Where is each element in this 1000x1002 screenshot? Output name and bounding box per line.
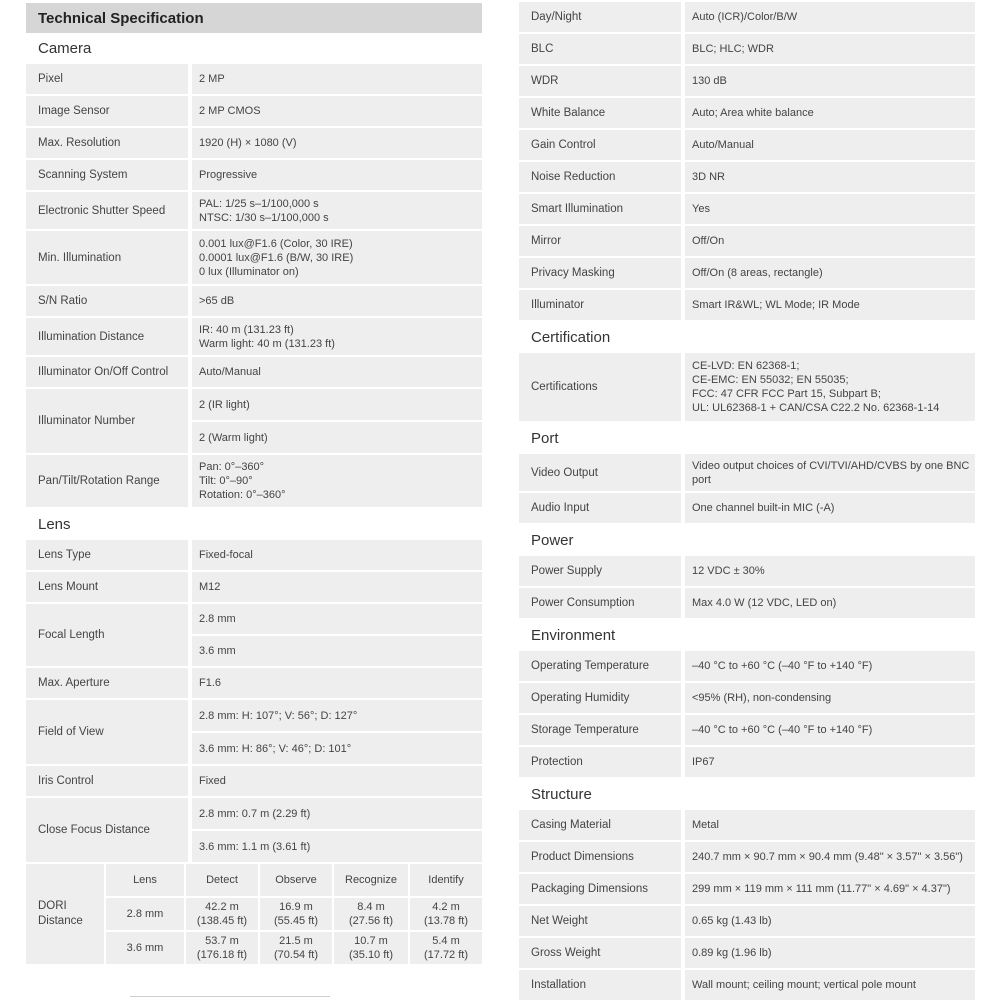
spec-value-cell bbox=[685, 683, 975, 713]
right-spec-sections bbox=[519, 2, 975, 1000]
spec-label: Pan/Tilt/Rotation Range bbox=[26, 455, 188, 507]
spec-row-max-resolution bbox=[26, 128, 482, 158]
dori-header-lens: Lens bbox=[106, 864, 184, 896]
spec-value: M12 bbox=[192, 572, 482, 602]
spec-row-mirror bbox=[519, 226, 975, 256]
spec-row-power-consumption bbox=[519, 588, 975, 618]
spec-label: Protection bbox=[519, 747, 681, 777]
spec-value: 2.8 mm bbox=[192, 604, 482, 634]
spec-value-cell bbox=[685, 290, 975, 320]
spec-row-pan-tilt-rotation-range bbox=[26, 455, 482, 507]
spec-value: 3.6 mm bbox=[192, 636, 482, 666]
spec-value: Fixed bbox=[192, 766, 482, 796]
spec-label: Audio Input bbox=[519, 493, 681, 523]
spec-value: 12 VDC ± 30% bbox=[685, 556, 975, 586]
spec-value-cell bbox=[192, 798, 482, 862]
spec-row-scanning-system bbox=[26, 160, 482, 190]
spec-value-cell bbox=[685, 258, 975, 288]
spec-value-cell bbox=[685, 98, 975, 128]
spec-value: CE-LVD: EN 62368-1; CE-EMC: EN 55032; EN 55035; FCC: 47 CFR FCC Part 15, Subpart B; UL: UL62368-1 + CAN/CSA C22.2 No. 62368-1-14 bbox=[685, 353, 975, 421]
spec-value: One channel built-in MIC (-A) bbox=[685, 493, 975, 523]
spec-label: Operating Temperature bbox=[519, 651, 681, 681]
spec-row-day-night bbox=[519, 2, 975, 32]
spec-row-operating-humidity bbox=[519, 683, 975, 713]
spec-row-illuminator-number bbox=[26, 389, 482, 453]
spec-value-cell bbox=[685, 162, 975, 192]
spec-label: S/N Ratio bbox=[26, 286, 188, 316]
right-column bbox=[519, 0, 975, 1002]
spec-row-image-sensor bbox=[26, 96, 482, 126]
spec-value: Pan: 0°–360° Tilt: 0°–90° Rotation: 0°–360° bbox=[192, 455, 482, 507]
section-heading-camera: Camera bbox=[26, 33, 482, 64]
spec-label: Lens Mount bbox=[26, 572, 188, 602]
spec-label: Focal Length bbox=[26, 604, 188, 666]
spec-value-cell bbox=[192, 357, 482, 387]
spec-value: IR: 40 m (131.23 ft) Warm light: 40 m (131.23 ft) bbox=[192, 318, 482, 355]
spec-value: 130 dB bbox=[685, 66, 975, 96]
spec-value: Off/On bbox=[685, 226, 975, 256]
spec-row-iris-control bbox=[26, 766, 482, 796]
spec-row-focal-length bbox=[26, 604, 482, 666]
spec-label: Video Output bbox=[519, 454, 681, 491]
spec-label: Scanning System bbox=[26, 160, 188, 190]
spec-value-cell bbox=[685, 226, 975, 256]
spec-label: Illuminator bbox=[519, 290, 681, 320]
spec-row-packaging-dimensions bbox=[519, 874, 975, 904]
spec-value-cell bbox=[685, 810, 975, 840]
spec-label: Smart Illumination bbox=[519, 194, 681, 224]
spec-value: PAL: 1/25 s–1/100,000 s NTSC: 1/30 s–1/100,000 s bbox=[192, 192, 482, 229]
spec-value-cell bbox=[685, 493, 975, 523]
spec-value-cell bbox=[685, 970, 975, 1000]
spec-value-cell bbox=[192, 540, 482, 570]
spec-row-audio-input bbox=[519, 493, 975, 523]
spec-value: <95% (RH), non-condensing bbox=[685, 683, 975, 713]
spec-label: Field of View bbox=[26, 700, 188, 764]
spec-label: Min. Illumination bbox=[26, 231, 188, 284]
spec-label: Electronic Shutter Speed bbox=[26, 192, 188, 229]
spec-value-cell bbox=[192, 604, 482, 666]
spec-value-cell bbox=[685, 556, 975, 586]
spec-row-noise-reduction bbox=[519, 162, 975, 192]
dori-lens-cell: 2.8 mm bbox=[106, 898, 184, 930]
spec-value-cell bbox=[192, 231, 482, 284]
section-heading-lens: Lens bbox=[26, 509, 482, 540]
left-spec-sections bbox=[26, 33, 482, 862]
spec-label: Privacy Masking bbox=[519, 258, 681, 288]
spec-row-lens-type bbox=[26, 540, 482, 570]
spec-label: Max. Aperture bbox=[26, 668, 188, 698]
spec-value: Auto/Manual bbox=[192, 357, 482, 387]
spec-value-cell bbox=[685, 353, 975, 421]
spec-value: IP67 bbox=[685, 747, 975, 777]
spec-label: Illuminator Number bbox=[26, 389, 188, 453]
spec-label: WDR bbox=[519, 66, 681, 96]
spec-label: Product Dimensions bbox=[519, 842, 681, 872]
spec-value: Max 4.0 W (12 VDC, LED on) bbox=[685, 588, 975, 618]
spec-value: Auto/Manual bbox=[685, 130, 975, 160]
dori-value-cell: 21.5 m (70.54 ft) bbox=[260, 932, 332, 964]
spec-value: –40 °C to +60 °C (–40 °F to +140 °F) bbox=[685, 715, 975, 745]
spec-value: 3.6 mm: H: 86°; V: 46°; D: 101° bbox=[192, 733, 482, 764]
spec-value-cell bbox=[685, 938, 975, 968]
spec-value: Off/On (8 areas, rectangle) bbox=[685, 258, 975, 288]
spec-value-cell bbox=[685, 34, 975, 64]
spec-value-cell bbox=[685, 66, 975, 96]
spec-value-cell bbox=[685, 2, 975, 32]
spec-value: 1920 (H) × 1080 (V) bbox=[192, 128, 482, 158]
spec-value-cell bbox=[685, 651, 975, 681]
spec-value-cell bbox=[192, 668, 482, 698]
spec-value-cell bbox=[192, 128, 482, 158]
spec-label: Storage Temperature bbox=[519, 715, 681, 745]
spec-value-cell bbox=[192, 64, 482, 94]
spec-row-max-aperture bbox=[26, 668, 482, 698]
spec-row-field-of-view bbox=[26, 700, 482, 764]
dori-value-cell: 10.7 m (35.10 ft) bbox=[334, 932, 408, 964]
spec-value: 0.001 lux@F1.6 (Color, 30 IRE) 0.0001 lux@F1.6 (B/W, 30 IRE) 0 lux (Illuminator on) bbox=[192, 231, 482, 284]
spec-row-smart-illumination bbox=[519, 194, 975, 224]
section-heading-port: Port bbox=[519, 423, 975, 454]
dori-value-cell: 53.7 m (176.18 ft) bbox=[186, 932, 258, 964]
spec-value-cell bbox=[685, 588, 975, 618]
spec-value: Auto (ICR)/Color/B/W bbox=[685, 2, 975, 32]
spec-row-certifications bbox=[519, 353, 975, 421]
spec-row-operating-temperature bbox=[519, 651, 975, 681]
spec-label: Day/Night bbox=[519, 2, 681, 32]
spec-value: F1.6 bbox=[192, 668, 482, 698]
spec-value-cell bbox=[192, 700, 482, 764]
spec-value-cell bbox=[685, 906, 975, 936]
spec-row-video-output bbox=[519, 454, 975, 491]
spec-label: Pixel bbox=[26, 64, 188, 94]
spec-value: 2 MP CMOS bbox=[192, 96, 482, 126]
spec-label: Net Weight bbox=[519, 906, 681, 936]
spec-value-cell bbox=[192, 318, 482, 355]
spec-value-cell bbox=[192, 389, 482, 453]
spec-value-cell bbox=[192, 766, 482, 796]
spec-value: >65 dB bbox=[192, 286, 482, 316]
spec-row-gain-control bbox=[519, 130, 975, 160]
dori-lens-cell: 3.6 mm bbox=[106, 932, 184, 964]
dori-value-cell: 4.2 m (13.78 ft) bbox=[410, 898, 482, 930]
dori-label: DORI Distance bbox=[26, 864, 104, 964]
spec-row-illuminator-on-off-control bbox=[26, 357, 482, 387]
spec-value: 2.8 mm: 0.7 m (2.29 ft) bbox=[192, 798, 482, 829]
spec-value-cell bbox=[685, 454, 975, 491]
spec-row-pixel bbox=[26, 64, 482, 94]
spec-row-product-dimensions bbox=[519, 842, 975, 872]
spec-value-cell bbox=[685, 194, 975, 224]
spec-label: Casing Material bbox=[519, 810, 681, 840]
spec-value: Fixed-focal bbox=[192, 540, 482, 570]
spec-value-cell bbox=[192, 96, 482, 126]
footer-divider bbox=[130, 996, 330, 997]
spec-label: Certifications bbox=[519, 353, 681, 421]
spec-row-net-weight bbox=[519, 906, 975, 936]
spec-value: Video output choices of CVI/TVI/AHD/CVBS by one BNC port bbox=[685, 454, 975, 491]
spec-row-illumination-distance bbox=[26, 318, 482, 355]
page-title: Technical Specification bbox=[26, 3, 482, 33]
spec-value: 2 (Warm light) bbox=[192, 422, 482, 453]
spec-label: Power Consumption bbox=[519, 588, 681, 618]
spec-value: BLC; HLC; WDR bbox=[685, 34, 975, 64]
spec-value: Wall mount; ceiling mount; vertical pole mount bbox=[685, 970, 975, 1000]
spec-label: Image Sensor bbox=[26, 96, 188, 126]
spec-label: Gross Weight bbox=[519, 938, 681, 968]
spec-label: Noise Reduction bbox=[519, 162, 681, 192]
dori-grid bbox=[106, 864, 482, 964]
spec-label: Operating Humidity bbox=[519, 683, 681, 713]
spec-row-protection bbox=[519, 747, 975, 777]
section-heading-certification: Certification bbox=[519, 322, 975, 353]
spec-label: Mirror bbox=[519, 226, 681, 256]
spec-label: Installation bbox=[519, 970, 681, 1000]
spec-row-installation bbox=[519, 970, 975, 1000]
spec-row-white-balance bbox=[519, 98, 975, 128]
spec-label: Power Supply bbox=[519, 556, 681, 586]
dori-distance-table bbox=[26, 864, 482, 964]
section-heading-environment: Environment bbox=[519, 620, 975, 651]
spec-value: 2.8 mm: H: 107°; V: 56°; D: 127° bbox=[192, 700, 482, 731]
spec-value: 240.7 mm × 90.7 mm × 90.4 mm (9.48" × 3.57" × 3.56") bbox=[685, 842, 975, 872]
spec-row-casing-material bbox=[519, 810, 975, 840]
spec-value: 2 (IR light) bbox=[192, 389, 482, 420]
spec-value: 3.6 mm: 1.1 m (3.61 ft) bbox=[192, 831, 482, 862]
spec-value-cell bbox=[685, 715, 975, 745]
spec-label: Gain Control bbox=[519, 130, 681, 160]
spec-value-cell bbox=[685, 842, 975, 872]
section-heading-power: Power bbox=[519, 525, 975, 556]
spec-row-electronic-shutter-speed bbox=[26, 192, 482, 229]
spec-value: –40 °C to +60 °C (–40 °F to +140 °F) bbox=[685, 651, 975, 681]
spec-row-privacy-masking bbox=[519, 258, 975, 288]
spec-label: Max. Resolution bbox=[26, 128, 188, 158]
spec-row-power-supply bbox=[519, 556, 975, 586]
dori-header-identify: Identify bbox=[410, 864, 482, 896]
spec-value: 0.89 kg (1.96 lb) bbox=[685, 938, 975, 968]
spec-row-wdr bbox=[519, 66, 975, 96]
spec-label: Illumination Distance bbox=[26, 318, 188, 355]
spec-row-min-illumination bbox=[26, 231, 482, 284]
spec-value: Progressive bbox=[192, 160, 482, 190]
spec-value-cell bbox=[685, 747, 975, 777]
spec-value-cell bbox=[192, 160, 482, 190]
left-column bbox=[26, 0, 482, 964]
spec-row-lens-mount bbox=[26, 572, 482, 602]
spec-value: 2 MP bbox=[192, 64, 482, 94]
spec-value-cell bbox=[685, 874, 975, 904]
spec-label: White Balance bbox=[519, 98, 681, 128]
spec-row-s-n-ratio bbox=[26, 286, 482, 316]
spec-row-close-focus-distance bbox=[26, 798, 482, 862]
spec-label: Lens Type bbox=[26, 540, 188, 570]
dori-header-recognize: Recognize bbox=[334, 864, 408, 896]
spec-value: 0.65 kg (1.43 lb) bbox=[685, 906, 975, 936]
spec-value-cell bbox=[192, 572, 482, 602]
spec-value-cell bbox=[192, 455, 482, 507]
dori-value-cell: 42.2 m (138.45 ft) bbox=[186, 898, 258, 930]
section-heading-structure: Structure bbox=[519, 779, 975, 810]
spec-value: Smart IR&WL; WL Mode; IR Mode bbox=[685, 290, 975, 320]
spec-value: 299 mm × 119 mm × 111 mm (11.77" × 4.69" × 4.37") bbox=[685, 874, 975, 904]
dori-value-cell: 5.4 m (17.72 ft) bbox=[410, 932, 482, 964]
dori-value-cell: 16.9 m (55.45 ft) bbox=[260, 898, 332, 930]
spec-label: Illuminator On/Off Control bbox=[26, 357, 188, 387]
spec-row-storage-temperature bbox=[519, 715, 975, 745]
spec-row-illuminator bbox=[519, 290, 975, 320]
spec-value: Yes bbox=[685, 194, 975, 224]
spec-label: BLC bbox=[519, 34, 681, 64]
spec-value-cell bbox=[685, 130, 975, 160]
spec-row-gross-weight bbox=[519, 938, 975, 968]
dori-header-detect: Detect bbox=[186, 864, 258, 896]
dori-value-cell: 8.4 m (27.56 ft) bbox=[334, 898, 408, 930]
spec-value: Metal bbox=[685, 810, 975, 840]
spec-value: Auto; Area white balance bbox=[685, 98, 975, 128]
spec-row-blc bbox=[519, 34, 975, 64]
spec-value: 3D NR bbox=[685, 162, 975, 192]
spec-label: Packaging Dimensions bbox=[519, 874, 681, 904]
dori-header-observe: Observe bbox=[260, 864, 332, 896]
spec-label: Close Focus Distance bbox=[26, 798, 188, 862]
spec-value-cell bbox=[192, 192, 482, 229]
spec-value-cell bbox=[192, 286, 482, 316]
spec-label: Iris Control bbox=[26, 766, 188, 796]
